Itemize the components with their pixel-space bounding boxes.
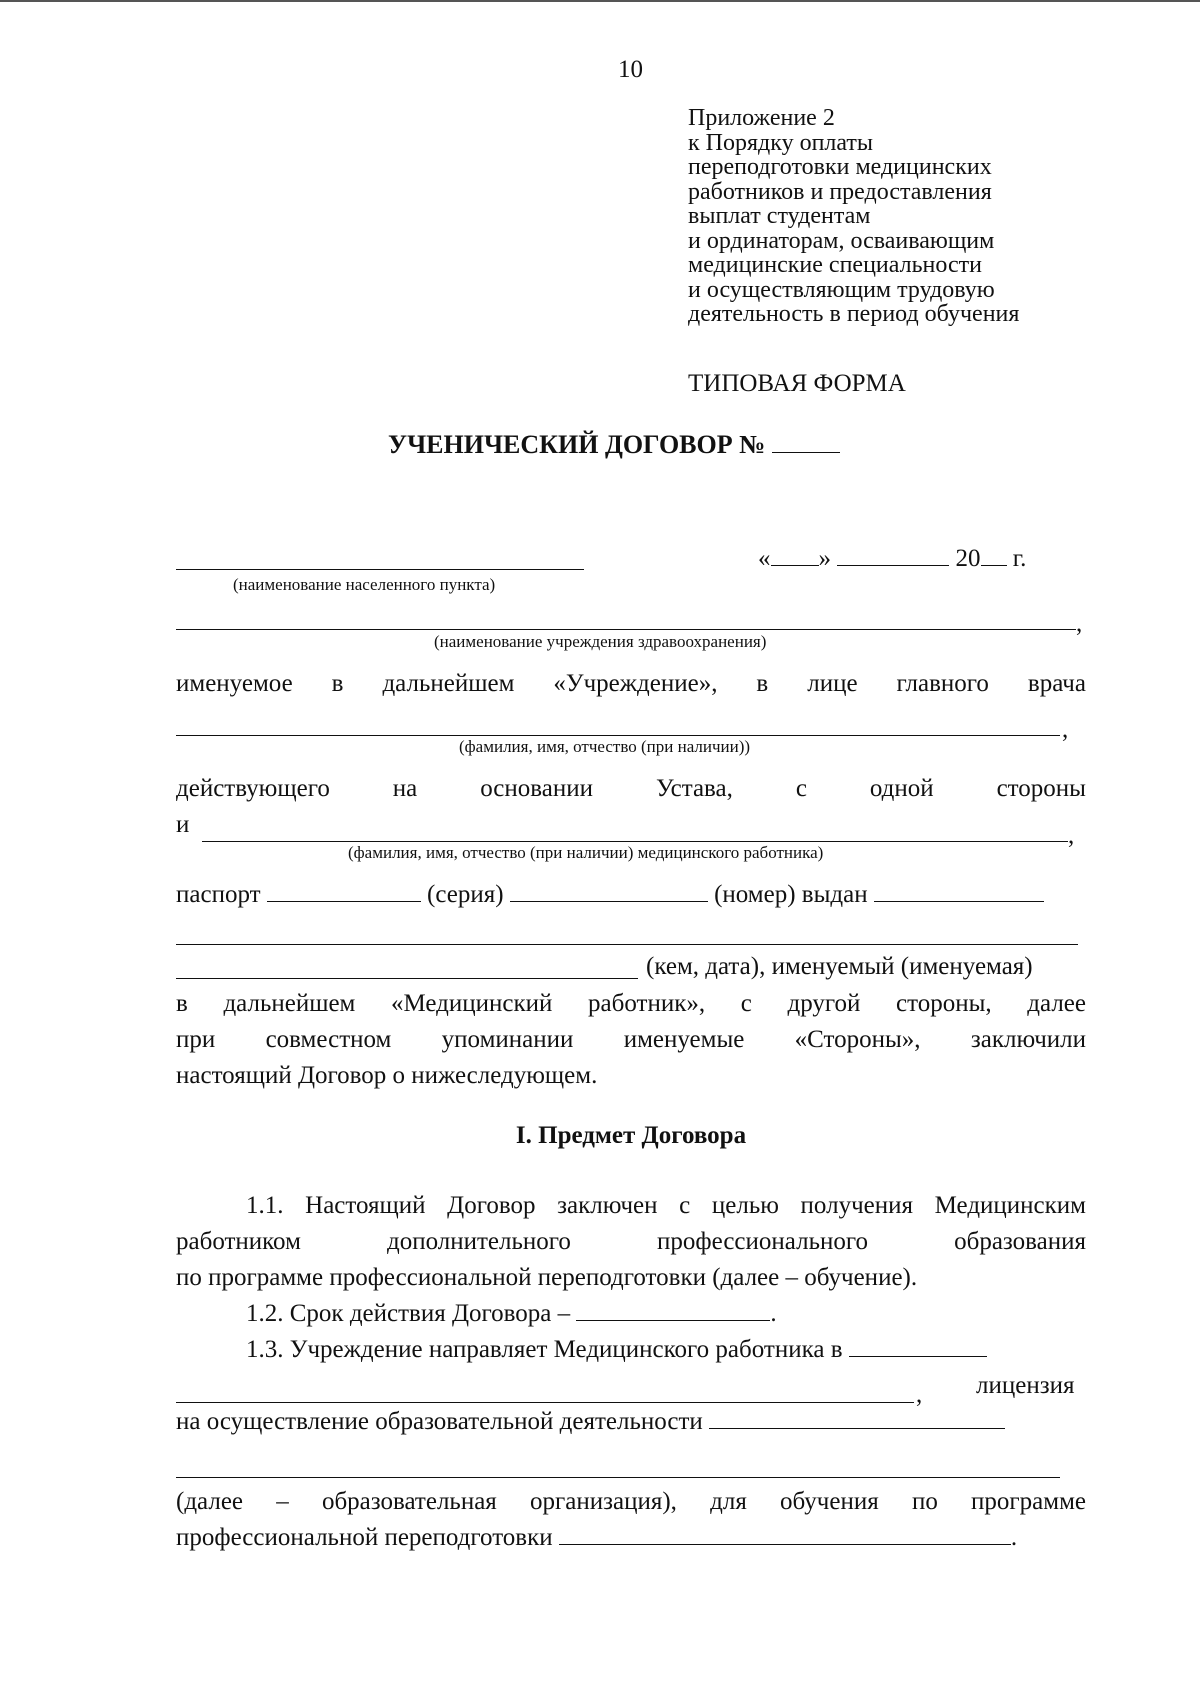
appendix-block xyxy=(688,106,1019,327)
license-comma: , xyxy=(916,1381,923,1408)
clause-1-3-line5: (далее – образовательная организация), для обучения по программе xyxy=(176,1488,1086,1515)
page-number: 10 xyxy=(618,56,643,83)
chief-comma: , xyxy=(1062,716,1069,743)
appendix-line: деятельность в период обучения xyxy=(688,301,1020,327)
word: «Учреждение», xyxy=(553,670,718,697)
education-org-field[interactable] xyxy=(849,1334,987,1357)
word: врача xyxy=(1027,670,1086,697)
word: стороны xyxy=(996,775,1086,802)
contract-number-field[interactable] xyxy=(772,430,840,453)
worker-comma: , xyxy=(1068,822,1075,849)
institution-caption: (наименование учреждения здравоохранения) xyxy=(434,632,767,651)
issued-by-field[interactable] xyxy=(874,879,1044,902)
program-field[interactable] xyxy=(559,1522,1011,1545)
title-text: УЧЕНИЧЕСКИЙ ДОГОВОР № xyxy=(388,430,766,459)
word: одной xyxy=(869,775,934,802)
year-field[interactable] xyxy=(981,543,1007,566)
word: главного xyxy=(896,670,989,697)
license-line xyxy=(176,1404,1005,1440)
license-line-text: на осуществление образовательной деятельности xyxy=(176,1408,703,1435)
license-field[interactable] xyxy=(709,1406,1005,1429)
word: профессионального xyxy=(657,1228,868,1255)
worker-name-caption: (фамилия, имя, отчество (при наличии) медицинского работника) xyxy=(348,843,824,862)
license-label: лицензия xyxy=(976,1372,1075,1399)
word: в xyxy=(331,670,344,697)
chief-name-field[interactable] xyxy=(176,735,1060,736)
clause-1-3-text: 1.3. Учреждение направляет Медицинского работника в xyxy=(246,1336,843,1363)
clause-1-3-line6 xyxy=(176,1520,1017,1556)
year-prefix: 20 xyxy=(955,545,981,572)
clause-1-1-line1: 1.1. Настоящий Договор заключен с целью получения Медицинским xyxy=(246,1192,1086,1219)
institution-comma: , xyxy=(1076,610,1083,637)
appendix-line: к Порядку оплаты xyxy=(688,129,874,156)
day-field[interactable] xyxy=(771,543,819,566)
passport-series-field[interactable] xyxy=(267,879,421,902)
issued-by-label: (кем, дата), именуемый (именуемая) xyxy=(646,953,1033,980)
date-close-quote: » xyxy=(818,545,831,572)
issued-by-field-2[interactable] xyxy=(176,944,1078,945)
word: лице xyxy=(807,670,858,697)
chief-name-caption: (фамилия, имя, отчество (при наличии)) xyxy=(459,737,751,756)
word: действующего xyxy=(176,775,330,802)
education-org-field-2[interactable] xyxy=(176,1402,914,1403)
word: на xyxy=(392,775,418,802)
appendix-line: и ординаторам, осваивающим xyxy=(688,227,995,254)
appendix-line: и осуществляющим трудовую xyxy=(688,276,995,303)
word: дальнейшем xyxy=(382,670,515,697)
paragraph-line: при совместном упоминании именуемые «Стороны», заключили xyxy=(176,1026,1086,1053)
appendix-line: медицинские специальности xyxy=(688,252,982,278)
appendix-line: переподготовки медицинских xyxy=(688,154,992,180)
series-label: (серия) xyxy=(427,881,504,908)
section-heading: I. Предмет Договора xyxy=(515,1122,747,1149)
month-field[interactable] xyxy=(837,543,949,566)
word: основании xyxy=(480,775,593,802)
word: работником xyxy=(176,1228,301,1255)
date-line xyxy=(758,541,1026,577)
clause-1-2 xyxy=(246,1296,777,1332)
worker-name-field[interactable] xyxy=(202,841,1068,842)
clause-1-3-line6-text: профессиональной переподготовки xyxy=(176,1524,553,1551)
institution-field[interactable] xyxy=(176,629,1076,630)
word: образования xyxy=(954,1228,1086,1255)
appendix-line: выплат студентам xyxy=(688,203,871,229)
acting-line xyxy=(176,771,1086,807)
paragraph-line: в дальнейшем «Медицинский работник», с другой стороны, далее xyxy=(176,990,1086,1017)
passport-line xyxy=(176,877,1044,913)
clause-1-1-line3: по программе профессиональной переподготовки (далее – обучение). xyxy=(176,1264,918,1291)
passport-number-field[interactable] xyxy=(510,879,708,902)
settlement-caption: (наименование населенного пункта) xyxy=(233,575,496,594)
and-word: и xyxy=(176,811,190,838)
settlement-field[interactable] xyxy=(176,569,584,570)
appendix-line: работников и предоставления xyxy=(688,178,992,205)
contract-term-field[interactable] xyxy=(576,1298,770,1321)
clause-1-2-text: 1.2. Срок действия Договора – xyxy=(246,1300,571,1327)
appendix-line: Приложение 2 xyxy=(688,105,835,131)
clause-1-3-end: . xyxy=(1010,1524,1018,1551)
date-open-quote: « xyxy=(758,545,771,572)
word: в xyxy=(756,670,769,697)
scan-top-edge xyxy=(0,0,1200,2)
form-type-label: ТИПОВАЯ ФОРМА xyxy=(688,370,906,397)
document-title xyxy=(388,430,840,460)
word: именуемое xyxy=(176,670,293,697)
word: дополнительного xyxy=(387,1228,571,1255)
year-suffix: г. xyxy=(1012,545,1027,572)
word: с xyxy=(795,775,807,802)
passport-label: паспорт xyxy=(176,881,261,908)
word: Устава, xyxy=(655,775,733,802)
issued-by-field-3[interactable] xyxy=(176,978,638,979)
clause-1-3 xyxy=(246,1332,987,1368)
paragraph-line: настоящий Договор о нижеследующем. xyxy=(176,1062,598,1089)
clause-1-1-line2 xyxy=(176,1224,1086,1260)
number-issued-label: (номер) выдан xyxy=(714,881,868,908)
named-line xyxy=(176,666,1086,702)
license-field-2[interactable] xyxy=(176,1477,1060,1478)
clause-1-2-end: . xyxy=(770,1300,777,1327)
